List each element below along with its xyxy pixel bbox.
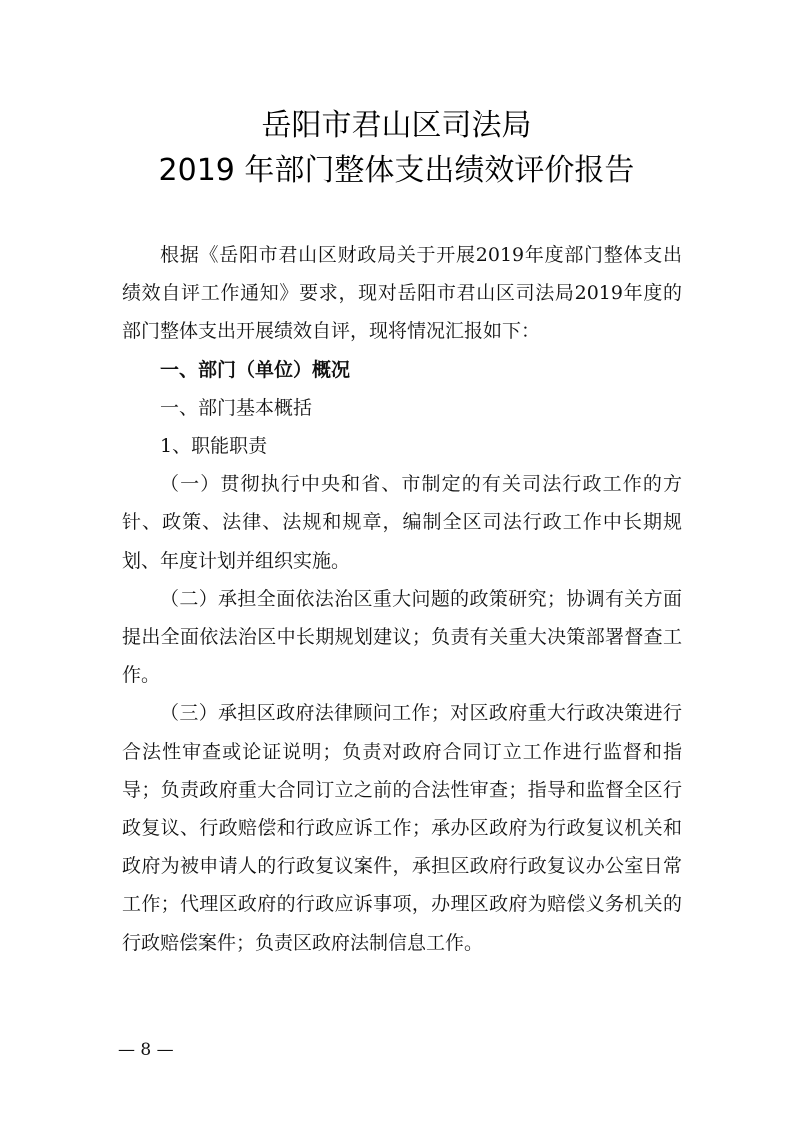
duty-paragraph-1: （一）贯彻执行中央和省、市制定的有关司法行政工作的方针、政策、法律、法规和规章，编制全区司法行政工作中长期规划、年度计划并组织实施。	[122, 473, 682, 572]
intro-paragraph: 根据《岳阳市君山区财政局关于开展2019年度部门整体支出绩效自评工作通知》要求，现对岳阳市君山区司法局2019年度的部门整体支出开展绩效自评，现将情况汇报如下：	[122, 244, 682, 343]
document-body	[122, 236, 682, 962]
section-heading: 一、部门（单位）概况	[160, 358, 351, 381]
subsection-heading: 一、部门基本概括	[160, 396, 313, 419]
document-title-line-1: 岳阳市君山区司法局	[261, 108, 532, 143]
item-heading: 1、职能职责	[160, 435, 268, 458]
page-number: — 8 —	[118, 1040, 174, 1060]
duty-paragraph-2: （二）承担全面依法治区重大问题的政策研究；协调有关方面提出全面依法治区中长期规划建议；负责有关重大决策部署督查工作。	[122, 587, 682, 687]
duty-paragraph-3: （三）承担区政府法律顾问工作；对区政府重大行政决策进行合法性审查或论证说明；负责对政府合同订立工作进行监督和指导；负责政府重大合同订立之前的合法性审查；指导和监督全区行政复议、行政赔偿和行政应诉工作；承办区政府为行政复议机关和政府为被申请人的行政复议案件，承担区政府行政复议办公室日常工作；代理区政府的行政应诉事项，办理区政府为赔偿义务机关的行政赔偿案件；负责区政府法制信息工作。	[122, 702, 682, 954]
document-title-line-2: 2019 年部门整体支出绩效评价报告	[158, 153, 635, 188]
